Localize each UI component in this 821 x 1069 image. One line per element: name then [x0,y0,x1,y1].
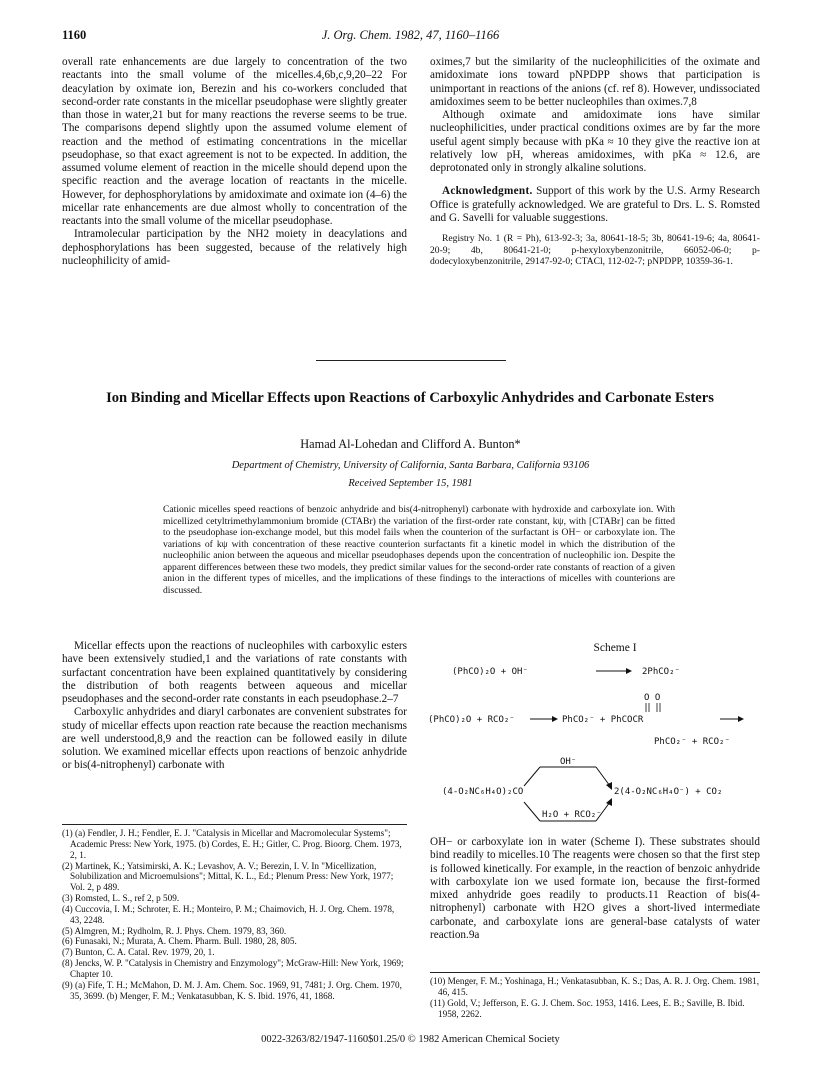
author-affiliation: Department of Chemistry, University of California, Santa Barbara, California 93106 [231,460,590,471]
body-right-column [430,836,760,942]
paragraph: overall rate enhancements are due largely to concentration of the two reactants into the small volume of the micelles.4,6b,c,9,20–22 For deacylation by oximate ion, Berezin and his co-workers concluded that second-order rate constants in the micellar pseudophase were slightly greater than those in water,21 but for many reactions the reverse seems to be true. The comparisons depend slightly upon the assumed volume element of reaction and the method of estimating concentrations in the micellar pseudophase, so that exact agreement is not to be expected. In addition, the assumed volume element of reaction in the micelle should depend upon the specific reaction and the average location of reactants in the micelle. However, for dephosphorylations by amidoximate and oximate ion (4–6) the micellar rate enhancements are due almost wholly to concentration of the reactants into the small volume of the micellar pseudophase. [62,56,407,227]
reference: (6) Funasaki, N.; Murata, A. Chem. Pharm. Bull. 1980, 28, 805. [62,936,297,947]
registry-numbers: Registry No. 1 (R = Ph), 613-92-3; 3a, 80641-18-5; 3b, 80641-19-6; 4a, 80641-20-9; 4b, 80641-21-0; p-hexyloxybenzonitrile, 66052-06-0; p-dodecyloxybenzonitrile, 29147-92-0; CTACl, 112-02-7; pNPDPP, 10359-36-1. [430,233,760,268]
paragraph: Carboxylic anhydrides and diaryl carbonates are convenient substrates for study of micellar effects upon reaction rate because the reaction mechanisms are well understood,8,9 and the reaction can be followed easily in dilute solution. We examined micellar effects upon reactions of benzoic anhydride or bis(4-nitrophenyl) carbonate with [62,706,407,772]
arrow-head-icon [738,716,744,722]
reference: (8) Jencks, W. P. "Catalysis in Chemistry and Enzymology"; McGraw-Hill: New York, 1969; Chapter 10. [62,958,404,979]
scheme-r2-intermediates: PhCO₂⁻ + PhCOCR [562,715,644,725]
scheme-r2-carbonyl-oxygens: O O [644,693,661,703]
paragraph: oximes,7 but the similarity of the nucleophilicities of the oximate and amidoximate ions toward pNPDPP shows that participation is unimportant in reactions of the anions (cf. ref 8). However, undissociated amidoximes seem to be better nucleophiles than oximes.7,8 [430,56,760,108]
scheme-r3-reactant: (4-O₂NC₆H₄O)₂CO [442,787,524,797]
abstract: Cationic micelles speed reactions of benzoic anhydride and bis(4-nitrophenyl) carbonate with hydroxide and carboxylate ion. With micellized cetyltrimethylammonium bromide (CTABr) the variation of the first-order rate constant, kψ, with [CTABr] can be fitted to the pseudophase ion-exchange model, but this model fails when the counterion of the surfactant is OH− or carboxylate ion. The variations of kψ with concentration of these reactive counterion surfactants fit a kinetic model in which the distribution of the nucleophilic anion between the aqueous and micellar pseudophases depends upon the concentration of nucleophilic ion. Despite the apparent differences between these two models, they predict similar values for the second-order rate constants of reaction of a given anion in the different types of micelles, and the implications of these findings to the interactions of micelles with counterions are discussed. [163,504,675,596]
paragraph: OH− or carboxylate ion in water (Scheme I). These substrates should bind readily to micelles.10 The reagents were chosen so that the first step is followed kinetically. For example, in the reaction of benzoic anhydride with carboxylate ion we used formate ion, because the first-formed mixed anhydride goes readily to products.11 Reaction of bis(4-nitrophenyl) carbonate with H2O gives a short-lived intermediate carbonate, and carboxylate ions are general-base catalysts of water reaction.9a [430,836,760,941]
arrow-head-icon [606,798,612,806]
paragraph: Although oximate and amidoximate ions have similar nucleophilicities, under practical conditions oximes are by far the more useful agent simply because with pKa ≈ 10 they give the reactive ion at relatively low pH, whereas amidoximes, with pKa ≈ 12.6, are deprotonated only in strongly alkaline solutions. [430,109,760,174]
article-title: Ion Binding and Micellar Effects upon Reactions of Carboxylic Anhydrides and Carbonate Esters [106,390,714,406]
copyright-footer: 0022-3263/82/1947-1160$01.25/0 © 1982 American Chemical Society [261,1034,560,1045]
reference: (10) Menger, F. M.; Yoshinaga, H.; Venkatasubban, K. S.; Das, A. R. J. Org. Chem. 1981, 46, 415. [430,976,760,997]
scheme-diagram [428,656,768,832]
scheme-r1-reactants: (PhCO)₂O + OH⁻ [452,667,528,677]
reference: (9) (a) Fife, T. H.; McMahon, D. M. J. Am. Chem. Soc. 1969, 91, 7481; J. Org. Chem. 1970, 35, 3699. (b) Menger, F. M.; Venkatasubban, K. S. Ibid. 1976, 41, 1868. [62,979,402,1001]
arrow-head-icon [552,716,558,722]
scheme-title: Scheme I [593,642,637,654]
acknowledgment [430,185,760,225]
scheme-r3-products: 2(4-O₂NC₆H₄O⁻) + CO₂ [614,787,723,797]
references-right [430,976,760,1019]
article-authors: Hamad Al-Lohedan and Clifford A. Bunton* [300,437,521,451]
top-right-column [430,56,760,268]
references-left [62,828,407,1002]
acknowledgment-text: Support of this work by the U.S. Army Research Office is gratefully acknowledged. We are grateful to Drs. L. S. Romsted and G. Savelli for valuable suggestions. [430,185,760,224]
scheme-r3-under-label: H₂O + RCO₂⁻ [542,810,602,820]
paragraph: Micellar effects upon the reactions of nucleophiles with carboxylic esters have been extensively studied,1 and the variations of rate constants with surfactant concentration have been explained quantitatively by considering the distribution of both reagents between aqueous and micellar pseudophases and the second-order rate constants in each pseudophase.2–7 [62,640,407,705]
footnote-rule [62,824,407,825]
scheme-r1-products: 2PhCO₂⁻ [642,667,680,677]
reaction-path [524,767,540,786]
scheme-r2-products: PhCO₂⁻ + RCO₂⁻ [654,737,730,747]
reference: (2) Martinek, K.; Yatsimirski, A. K.; Levashov, A. V.; Berezin, I. V. In "Micellization, Solubilization and Microemulsions"; Mittal, K. L., Ed.; Plenum Press: New York, 1977; Vol. 2, p 489. [62,860,394,893]
top-left-column [62,56,407,268]
page-number: 1160 [62,28,87,42]
reaction-path [524,802,540,821]
journal-citation: J. Org. Chem. 1982, 47, 1160–1166 [321,28,500,42]
arrow-head-icon [626,668,632,674]
footnote-rule [430,972,760,973]
reference: (5) Almgren, M.; Rydholm, R. J. Phys. Chem. 1979, 83, 360. [62,925,287,936]
reference: (4) Cuccovia, I. M.; Schroter, E. H.; Monteiro, P. M.; Chaimovich, H. J. Org. Chem. 1978, 43, 2248. [62,903,395,925]
acknowledgment-heading: Acknowledgment. [442,185,533,198]
paragraph: Intramolecular participation by the NH2 moiety in deacylations and dephosphorylations has been suggested, because of the relatively high nucleophilicity of amid- [62,228,407,267]
section-divider [316,360,506,361]
arrow-head-icon [606,782,612,790]
reference: (3) Romsted, L. S., ref 2, p 509. [62,893,180,904]
reference: (11) Gold, V.; Jefferson, E. G. J. Chem. Soc. 1953, 1416. Lees, E. B.; Saville, B. Ibid. 1958, 2262. [430,997,745,1019]
reference: (7) Bunton, C. A. Catal. Rev. 1979, 20, 1. [62,947,215,958]
scheme-r2-reactants: (PhCO)₂O + RCO₂⁻ [428,715,515,725]
scheme-r3-over-label: OH⁻ [560,757,577,767]
received-date: Received September 15, 1981 [348,478,473,489]
page-header [0,28,821,48]
reference: (1) (a) Fendler, J. H.; Fendler, E. J. "Catalysis in Micellar and Macromolecular Systems"; Academic Press: New York, 1975. (b) Cordes, E. H.; Gitler, C. Prog. Bioorg. Chem. 1973, 2, 1. [62,828,402,860]
body-left-column [62,640,407,773]
reaction-path [596,767,610,786]
